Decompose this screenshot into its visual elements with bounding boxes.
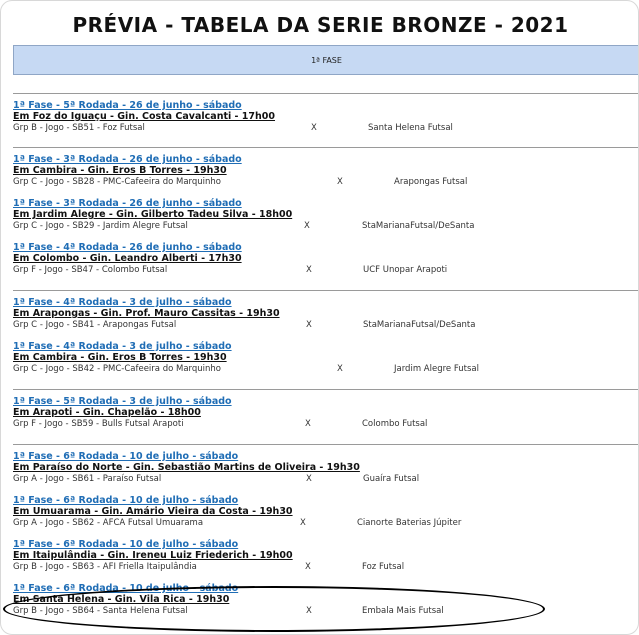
venue-link[interactable]: Em Paraíso do Norte - Gin. Sebastião Martins de Oliveira - 19h30 xyxy=(13,462,360,473)
game-line xyxy=(13,264,639,276)
versus-mark: X xyxy=(305,419,311,429)
home-team: Grp A - Jogo - SB62 - AFCA Futsal Umuarama xyxy=(13,518,204,528)
game-line xyxy=(13,220,639,232)
away-team: Embala Mais Futsal xyxy=(362,606,444,616)
match-block xyxy=(13,242,639,276)
versus-mark: X xyxy=(306,474,312,484)
venue-link[interactable]: Em Jardim Alegre - Gin. Gilberto Tadeu Silva - 18h00 xyxy=(13,209,293,220)
home-team: Grp C - Jogo - SB28 - PMC-Cafeeira do Marquinho xyxy=(13,177,222,187)
divider xyxy=(13,147,639,148)
home-team: Grp C - Jogo - SB29 - Jardim Alegre Futsal xyxy=(13,221,188,231)
home-team: Grp B - Jogo - SB64 - Santa Helena Futsal xyxy=(13,606,188,616)
match-block xyxy=(13,341,639,375)
game-line xyxy=(13,418,639,430)
game-line xyxy=(13,319,639,331)
match-block xyxy=(13,100,639,134)
versus-mark: X xyxy=(306,320,312,330)
venue-link[interactable]: Em Umuarama - Gin. Amário Vieira da Costa - 19h30 xyxy=(13,506,293,517)
round-link[interactable]: 1ª Fase - 6ª Rodada - 10 de julho - sábado xyxy=(13,583,239,594)
phase-header: 1ª FASE xyxy=(13,45,639,75)
match-block xyxy=(13,297,639,331)
match-block xyxy=(13,539,639,573)
divider xyxy=(13,444,639,445)
round-link[interactable]: 1ª Fase - 3ª Rodada - 26 de junho - sábado xyxy=(13,154,242,165)
away-team: Foz Futsal xyxy=(362,562,405,572)
round-link[interactable]: 1ª Fase - 3ª Rodada - 26 de junho - sábado xyxy=(13,198,242,209)
venue-link[interactable]: Em Santa Helena - Gin. Vila Rica - 19h30 xyxy=(13,594,230,605)
page-title: PRÉVIA - TABELA DA SERIE BRONZE - 2021 xyxy=(72,13,569,37)
away-team: Jardim Alegre Futsal xyxy=(394,364,479,374)
game-line xyxy=(13,517,639,529)
versus-mark: X xyxy=(300,518,306,528)
divider xyxy=(13,93,639,94)
away-team: Santa Helena Futsal xyxy=(368,123,453,133)
versus-mark: X xyxy=(337,177,343,187)
home-team: Grp F - Jogo - SB47 - Colombo Futsal xyxy=(13,265,168,275)
match-block xyxy=(13,396,639,430)
home-team: Grp B - Jogo - SB63 - AFI Friella Itaipulândia xyxy=(13,562,197,572)
round-link[interactable]: 1ª Fase - 4ª Rodada - 3 de julho - sábado xyxy=(13,297,232,308)
versus-mark: X xyxy=(304,221,310,231)
round-link[interactable]: 1ª Fase - 4ª Rodada - 3 de julho - sábado xyxy=(13,341,232,352)
round-link[interactable]: 1ª Fase - 4ª Rodada - 26 de junho - sábado xyxy=(13,242,242,253)
venue-link[interactable]: Em Foz do Iguaçu - Gin. Costa Cavalcanti - 17h00 xyxy=(13,111,276,122)
match-block xyxy=(13,198,639,232)
versus-mark: X xyxy=(306,606,312,616)
home-team: Grp B - Jogo - SB51 - Foz Futsal xyxy=(13,123,145,133)
venue-link[interactable]: Em Cambira - Gin. Eros B Torres - 19h30 xyxy=(13,165,227,176)
round-link[interactable]: 1ª Fase - 5ª Rodada - 26 de junho - sábado xyxy=(13,100,242,111)
versus-mark: X xyxy=(337,364,343,374)
versus-mark: X xyxy=(311,123,317,133)
game-line xyxy=(13,473,639,485)
away-team: Colombo Futsal xyxy=(362,419,428,429)
home-team: Grp F - Jogo - SB59 - Bulls Futsal Arapoti xyxy=(13,419,184,429)
away-team: Arapongas Futsal xyxy=(394,177,468,187)
venue-link[interactable]: Em Itaipulândia - Gin. Ireneu Luiz Friederich - 19h00 xyxy=(13,550,293,561)
away-team: Cianorte Baterias Júpiter xyxy=(357,518,462,528)
venue-link[interactable]: Em Colombo - Gin. Leandro Alberti - 17h30 xyxy=(13,253,242,264)
round-link[interactable]: 1ª Fase - 6ª Rodada - 10 de julho - sábado xyxy=(13,451,239,462)
venue-link[interactable]: Em Arapoti - Gin. Chapelão - 18h00 xyxy=(13,407,201,418)
round-link[interactable]: 1ª Fase - 6ª Rodada - 10 de julho - sábado xyxy=(13,539,239,550)
away-team: Guaíra Futsal xyxy=(363,474,420,484)
divider xyxy=(13,290,639,291)
away-team: StaMarianaFutsal/DeSanta xyxy=(362,221,475,231)
match-block xyxy=(13,495,639,529)
round-link[interactable]: 1ª Fase - 6ª Rodada - 10 de julho - sábado xyxy=(13,495,239,506)
away-team: UCF Unopar Arapoti xyxy=(363,265,448,275)
game-line xyxy=(13,176,639,188)
game-line xyxy=(13,363,639,375)
versus-mark: X xyxy=(306,265,312,275)
venue-link[interactable]: Em Cambira - Gin. Eros B Torres - 19h30 xyxy=(13,352,227,363)
match-block xyxy=(13,154,639,188)
home-team: Grp A - Jogo - SB61 - Paraíso Futsal xyxy=(13,474,162,484)
round-link[interactable]: 1ª Fase - 5ª Rodada - 3 de julho - sábado xyxy=(13,396,232,407)
home-team: Grp C - Jogo - SB42 - PMC-Cafeeira do Marquinho xyxy=(13,364,222,374)
highlight-ellipse xyxy=(3,586,545,632)
match-block xyxy=(13,451,639,485)
game-line xyxy=(13,122,639,134)
divider xyxy=(13,389,639,390)
venue-link[interactable]: Em Arapongas - Gin. Prof. Mauro Cassitas - 19h30 xyxy=(13,308,280,319)
home-team: Grp C - Jogo - SB41 - Arapongas Futsal xyxy=(13,320,177,330)
versus-mark: X xyxy=(305,562,311,572)
away-team: StaMarianaFutsal/DeSanta xyxy=(363,320,476,330)
game-line xyxy=(13,561,639,573)
